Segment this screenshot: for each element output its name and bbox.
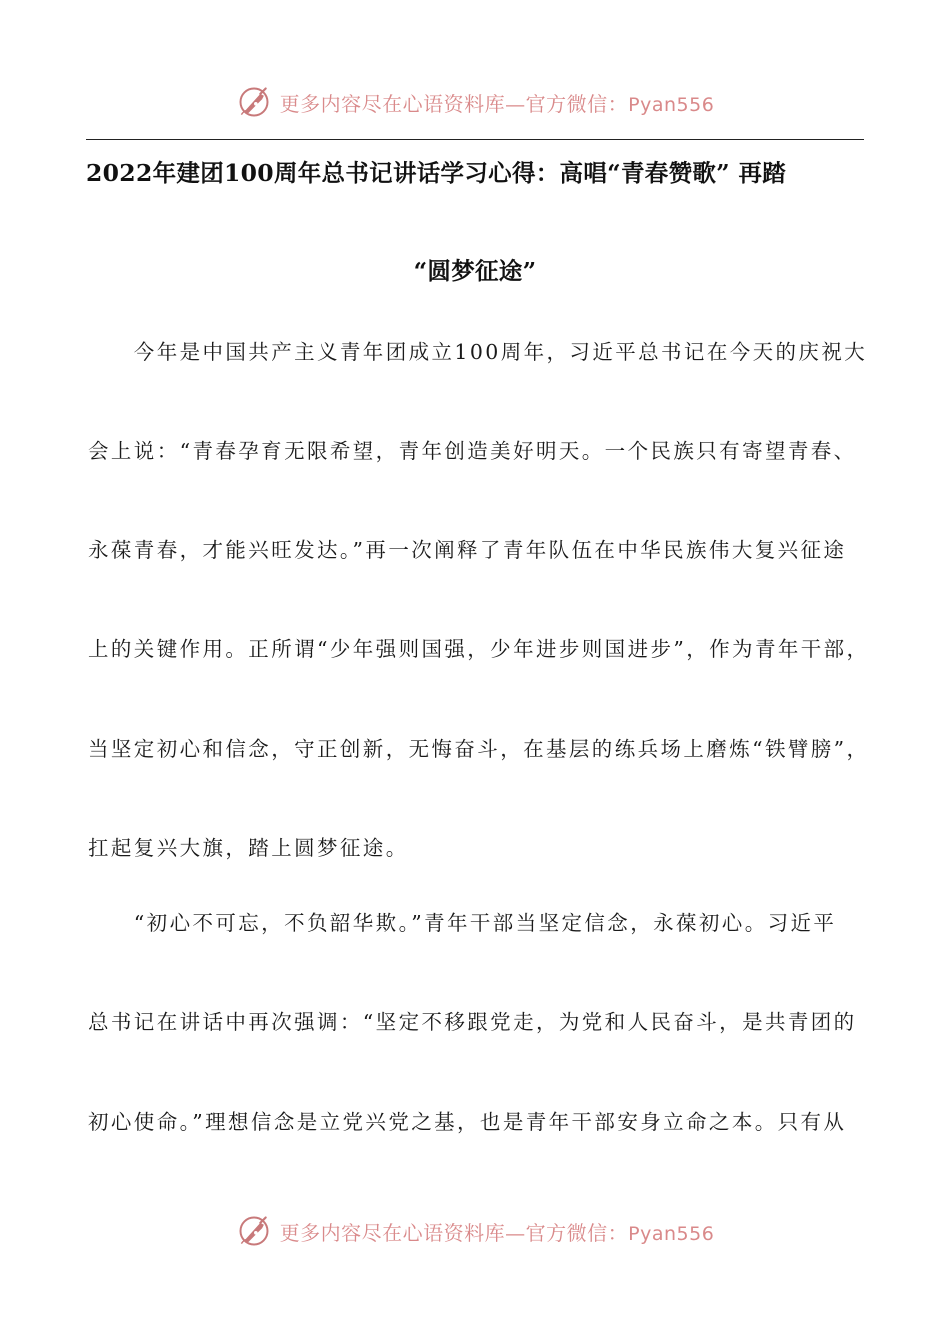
pen-nib-logo-icon bbox=[236, 1213, 272, 1249]
banner-wechat-id: Pyan556 bbox=[628, 1222, 715, 1245]
header-divider bbox=[86, 139, 864, 140]
body-line: 今年是中国共产主义青年团成立100周年，习近平总书记在今天的庆祝大 bbox=[88, 340, 868, 364]
banner-dash: — bbox=[505, 91, 526, 116]
banner-text bbox=[280, 88, 715, 117]
body-line: 上的关键作用。正所谓“少年强则国强，少年进步则国进步”，作为青年干部， bbox=[88, 637, 870, 661]
body-line: 总书记在讲话中再次强调：“坚定不移跟党走，为党和人民奋斗，是共青团的 bbox=[88, 1010, 857, 1034]
banner-text bbox=[280, 1217, 715, 1246]
banner-label: 官方微信： bbox=[525, 1220, 629, 1245]
body-line: 永葆青春，才能兴旺发达。”再一次阐释了青年队伍在中华民族伟大复兴征途 bbox=[88, 538, 847, 562]
body-line: 初心使命。”理想信念是立党兴党之基，也是青年干部安身立命之本。只有从 bbox=[88, 1110, 847, 1134]
banner-label: 官方微信： bbox=[525, 91, 629, 116]
banner-dash: — bbox=[505, 1220, 526, 1245]
banner-wechat-id: Pyan556 bbox=[628, 93, 715, 116]
body-line: 扛起复兴大旗，踏上圆梦征途。 bbox=[88, 836, 409, 860]
body-line: “初心不可忘，不负韶华欺。”青年干部当坚定信念，永葆初心。习近平 bbox=[88, 911, 837, 935]
banner-main-text: 更多内容尽在心语资料库 bbox=[279, 1220, 506, 1245]
footer-banner bbox=[0, 1209, 950, 1253]
document-title-line-1: 2022年建团100周年总书记讲话学习心得：高唱“青春赞歌” 再踏 bbox=[86, 159, 787, 187]
document-title-line-2: “圆梦征途” bbox=[413, 257, 537, 285]
body-line: 当坚定初心和信念，守正创新，无悔奋斗，在基层的练兵场上磨炼“铁臂膀”， bbox=[88, 737, 870, 761]
pen-nib-logo-icon bbox=[236, 84, 272, 120]
header-banner bbox=[0, 80, 950, 124]
banner-main-text: 更多内容尽在心语资料库 bbox=[279, 91, 506, 116]
body-line: 会上说：“青春孕育无限希望，青年创造美好明天。一个民族只有寄望青春、 bbox=[88, 439, 857, 463]
